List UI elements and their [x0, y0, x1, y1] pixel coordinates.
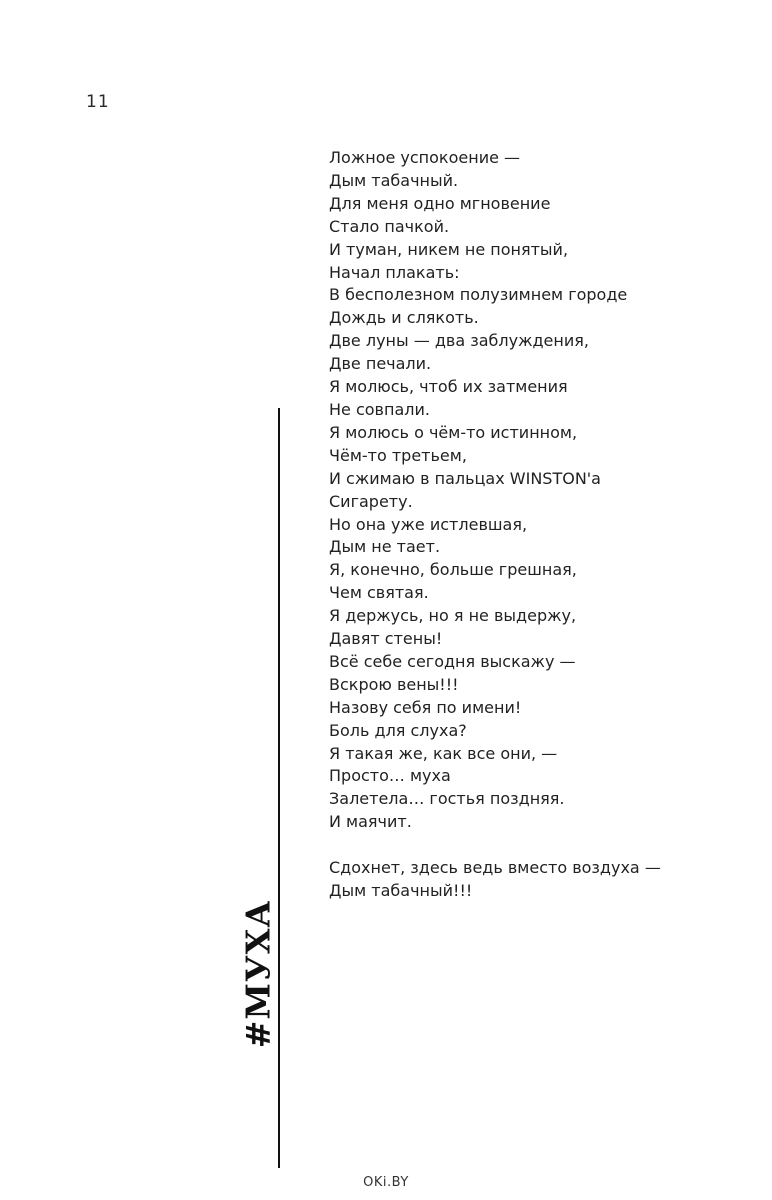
poem-line: Чём-то третьем, — [329, 445, 467, 465]
poem-line: В бесполезном полузимнем городе — [329, 285, 628, 305]
poem-line: Всё себе сегодня выскажу — — [329, 651, 576, 671]
poem-line: Я молюсь о чём-то истинном, — [329, 422, 578, 442]
poem-line: Не совпали. — [329, 399, 430, 419]
poem-line: Ложное успокоение — — [329, 148, 521, 167]
poem-line: Я такая же, как все они, — — [329, 743, 558, 763]
poem-line: И маячит. — [329, 812, 412, 832]
page-number: 11 — [86, 92, 110, 112]
poem-line: Но она уже истлевшая, — [329, 514, 528, 534]
poem-line: Стало пачкой. — [329, 216, 450, 236]
poem-line: Чем святая. — [329, 583, 429, 603]
poem-title: #МУХА — [238, 899, 278, 1049]
vertical-rule — [278, 408, 280, 1168]
poem-line: Дым табачный!!! — [329, 880, 473, 900]
poem-line: И туман, никем не понятый, — [329, 239, 569, 259]
poem-body — [329, 147, 759, 903]
watermark: OKi.BY — [363, 1175, 409, 1190]
poem-title-vertical — [238, 899, 278, 1049]
poem-line: Дым не тает. — [329, 537, 441, 557]
poem-line: Назову себя по имени! — [329, 697, 522, 717]
poem-line: Дождь и слякоть. — [329, 308, 479, 328]
poem-line: Я держусь, но я не выдержу, — [329, 606, 577, 626]
poem-line: Две печали. — [329, 354, 432, 374]
poem-line: Я молюсь, чтоб их затмения — [329, 377, 568, 397]
poem-line: Вскрою вены!!! — [329, 674, 459, 694]
poem-line: Просто… муха — [329, 766, 451, 786]
poem-line: Залетела… гостья поздняя. — [329, 789, 565, 809]
poem-line: Я, конечно, больше грешная, — [329, 560, 577, 580]
poem-line: Две луны — два заблуждения, — [329, 331, 589, 351]
poem-line: Боль для слуха? — [329, 720, 467, 740]
poem-stanza — [329, 147, 759, 834]
poem-line: Сдохнет, здесь ведь вместо воздуха — — [329, 858, 661, 878]
poem-line: Дым табачный. — [329, 170, 459, 190]
poem-line: Давят стены! — [329, 629, 443, 649]
poem-line: Для меня одно мгновение — [329, 193, 551, 213]
poem-line: Сигарету. — [329, 491, 413, 511]
poem-line: И сжимаю в пальцах WINSTON'a — [329, 468, 601, 488]
poem-stanza — [329, 857, 759, 903]
poem-line: Начал плакать: — [329, 262, 460, 282]
